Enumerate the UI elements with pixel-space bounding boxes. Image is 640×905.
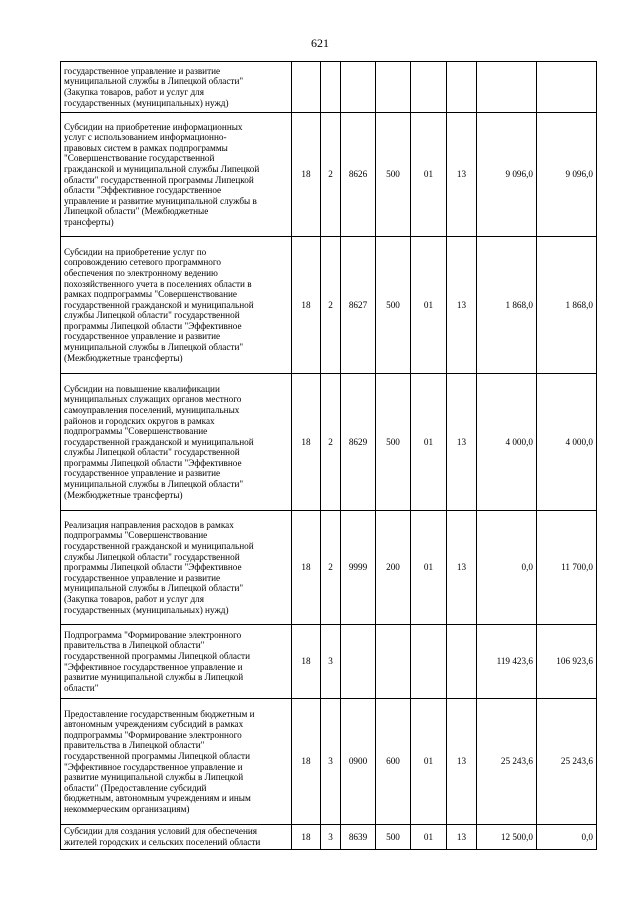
code-section: 01 xyxy=(411,374,447,511)
code-expense-type: 200 xyxy=(376,511,411,625)
amount-year-1: 9 096,0 xyxy=(477,113,537,237)
code-expense-type: 500 xyxy=(376,113,411,237)
code-expense-type xyxy=(376,625,411,699)
amount-year-1 xyxy=(477,62,537,113)
code-subsection xyxy=(447,62,477,113)
row-description: государственное управление и развитие муниципальной службы в Липецкой области" (Закупка товаров, работ и услуг для государственных (муниципальных) нужд) xyxy=(61,62,292,113)
code-subprogram: 3 xyxy=(321,625,341,699)
table-row xyxy=(61,699,597,825)
code-ministry: 18 xyxy=(292,374,321,511)
code-direction: 9999 xyxy=(341,511,376,625)
code-ministry: 18 xyxy=(292,511,321,625)
amount-year-2: 106 923,6 xyxy=(537,625,597,699)
table-row xyxy=(61,374,597,511)
code-subsection: 13 xyxy=(447,374,477,511)
table-row xyxy=(61,511,597,625)
code-subprogram: 2 xyxy=(321,374,341,511)
amount-year-1: 12 500,0 xyxy=(477,825,537,850)
code-subsection: 13 xyxy=(447,699,477,825)
code-section: 01 xyxy=(411,113,447,237)
code-direction: 8639 xyxy=(341,825,376,850)
amount-year-2 xyxy=(537,62,597,113)
code-section: 01 xyxy=(411,237,447,374)
amount-year-1: 0,0 xyxy=(477,511,537,625)
code-subsection: 13 xyxy=(447,511,477,625)
amount-year-1: 119 423,6 xyxy=(477,625,537,699)
code-direction: 8627 xyxy=(341,237,376,374)
code-subsection: 13 xyxy=(447,825,477,850)
code-section: 01 xyxy=(411,699,447,825)
row-description: Подпрограмма "Формирование электронного правительства в Липецкой области" государственной программы Липецкой области "Эффективное государственное управление и развитие муниципальной службы в Липецкой области" xyxy=(61,625,292,699)
table-row xyxy=(61,237,597,374)
code-section: 01 xyxy=(411,825,447,850)
code-subsection: 13 xyxy=(447,237,477,374)
code-subprogram xyxy=(321,62,341,113)
code-subprogram: 3 xyxy=(321,825,341,850)
code-ministry: 18 xyxy=(292,625,321,699)
code-ministry: 18 xyxy=(292,237,321,374)
code-direction xyxy=(341,625,376,699)
amount-year-1: 1 868,0 xyxy=(477,237,537,374)
code-section: 01 xyxy=(411,511,447,625)
code-subprogram: 2 xyxy=(321,237,341,374)
amount-year-2: 9 096,0 xyxy=(537,113,597,237)
code-expense-type xyxy=(376,62,411,113)
code-subsection xyxy=(447,625,477,699)
row-description: Субсидии для создания условий для обеспечения жителей городских и сельских поселений области xyxy=(61,825,292,850)
table-row xyxy=(61,825,597,850)
code-section xyxy=(411,62,447,113)
row-description: Субсидии на приобретение информационных услуг с использованием информационно- правовых систем в рамках подпрограммы "Совершенствование государственной гражданской и муниципальной службы Липецкой области" государственной программы Липецкой области "Эффективное государственное управление и развитие муниципальной службы в Липецкой области" (Межбюджетные трансферты) xyxy=(61,113,292,237)
row-description: Реализация направления расходов в рамках подпрограммы "Совершенствование государственной гражданской и муниципальной службы Липецкой области" государственной программы Липецкой области "Эффективное государственное управление и развитие муниципальной службы в Липецкой области" (Закупка товаров, работ и услуг для государственных (муниципальных) нужд) xyxy=(61,511,292,625)
table-row xyxy=(61,62,597,113)
code-direction: 8626 xyxy=(341,113,376,237)
page-number: 621 xyxy=(311,36,329,50)
amount-year-2: 0,0 xyxy=(537,825,597,850)
code-ministry xyxy=(292,62,321,113)
amount-year-2: 11 700,0 xyxy=(537,511,597,625)
row-description: Субсидии на повышение квалификации муниципальных служащих органов местного самоуправления поселений, муниципальных районов и городских округов в рамках подпрограммы "Совершенствование государственной гражданской и муниципальной службы Липецкой области" государственной программы Липецкой области "Эффективное государственное управление и развитие муниципальной службы в Липецкой области" (Межбюджетные трансферты) xyxy=(61,374,292,511)
code-subprogram: 2 xyxy=(321,113,341,237)
amount-year-2: 25 243,6 xyxy=(537,699,597,825)
budget-table xyxy=(60,61,597,850)
code-ministry: 18 xyxy=(292,825,321,850)
table-row xyxy=(61,625,597,699)
code-direction: 8629 xyxy=(341,374,376,511)
row-description: Предоставление государственным бюджетным и автономным учреждениям субсидий в рамках подпрограммы "Формирование электронного правительства в Липецкой области" государственной программы Липецкой области "Эффективное государственное управление и развитие муниципальной службы в Липецкой области" (Предоставление субсидий бюджетным, автономным учреждениям и иным некоммерческим организациям) xyxy=(61,699,292,825)
code-ministry: 18 xyxy=(292,699,321,825)
code-ministry: 18 xyxy=(292,113,321,237)
code-direction: 0900 xyxy=(341,699,376,825)
amount-year-1: 25 243,6 xyxy=(477,699,537,825)
amount-year-2: 4 000,0 xyxy=(537,374,597,511)
code-section xyxy=(411,625,447,699)
amount-year-2: 1 868,0 xyxy=(537,237,597,374)
code-direction xyxy=(341,62,376,113)
amount-year-1: 4 000,0 xyxy=(477,374,537,511)
code-expense-type: 500 xyxy=(376,374,411,511)
code-subprogram: 2 xyxy=(321,511,341,625)
code-expense-type: 600 xyxy=(376,699,411,825)
code-subsection: 13 xyxy=(447,113,477,237)
table-row xyxy=(61,113,597,237)
code-subprogram: 3 xyxy=(321,699,341,825)
code-expense-type: 500 xyxy=(376,237,411,374)
row-description: Субсидии на приобретение услуг по сопровождению сетевого программного обеспечения по электронному ведению похозяйственного учета в поселениях области в рамках подпрограммы "Совершенствование государственной гражданской и муниципальной службы Липецкой области" государственной программы Липецкой области "Эффективное государственное управление и развитие муниципальной службы в Липецкой области" (Межбюджетные трансферты) xyxy=(61,237,292,374)
code-expense-type: 500 xyxy=(376,825,411,850)
